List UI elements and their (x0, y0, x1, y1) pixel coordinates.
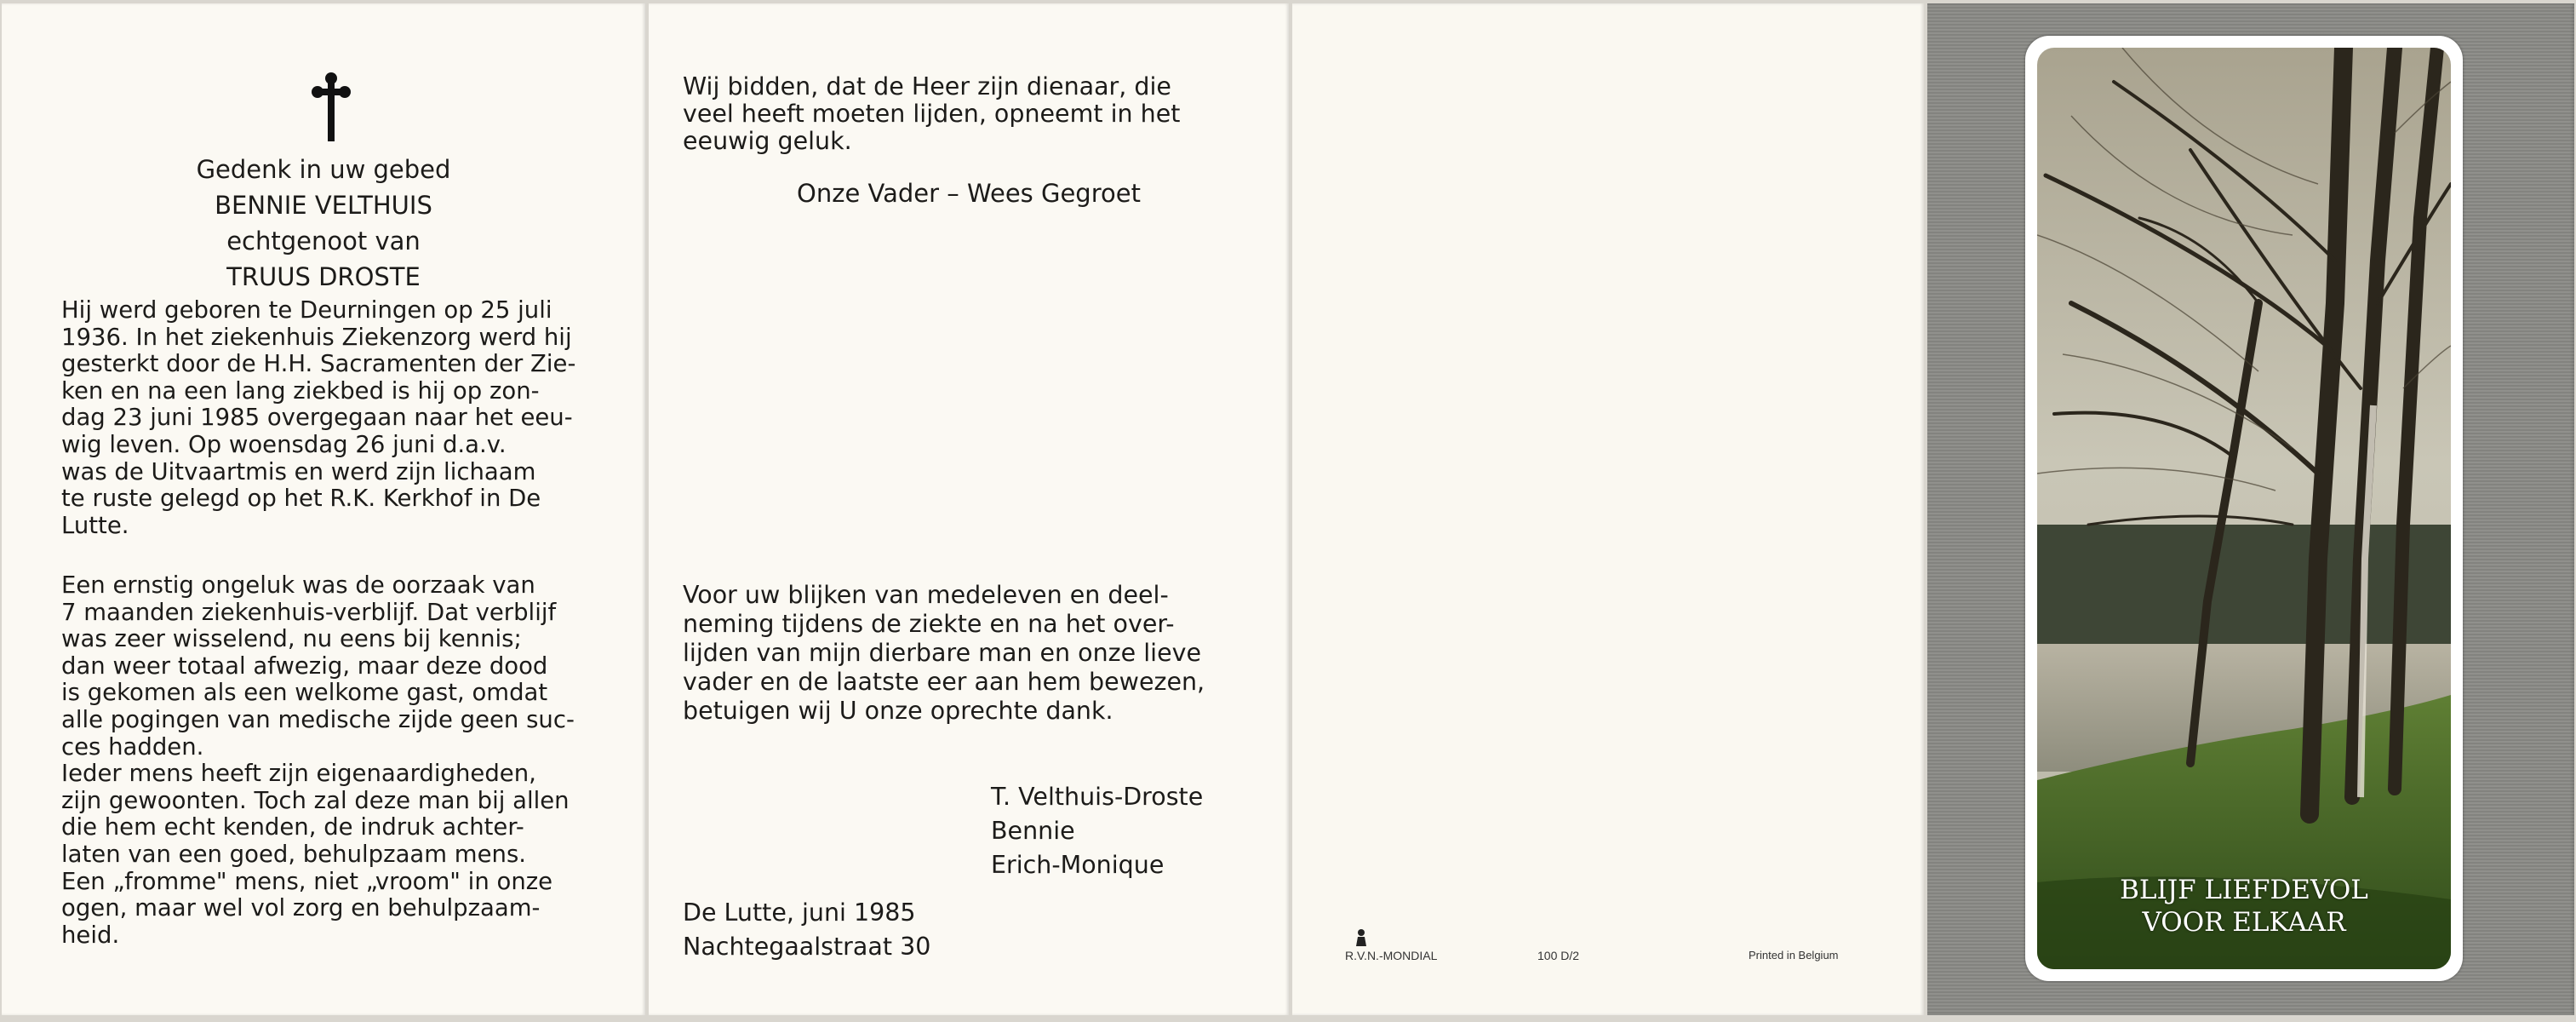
spouse-name: TRUUS DROSTE (226, 262, 421, 291)
text-line: neming tijdens de ziekte en na het over- (683, 610, 1175, 638)
intro-text: Gedenk in uw gebed (196, 155, 451, 184)
address-line: Nachtegaalstraat 30 (683, 933, 931, 961)
prayer-text (683, 73, 1226, 155)
text-line: wig leven. Op woensdag 26 juni d.a.v. (61, 430, 507, 458)
text-line: Ieder mens heeft zijn eigenaardigheden, (61, 760, 536, 788)
text-line: ken en na een lang ziekbed is hij op zon- (61, 376, 540, 405)
printer-logo-icon (1354, 928, 1369, 947)
printer-name: R.V.N.-MONDIAL (1345, 949, 1438, 962)
text-line: 1936. In het ziekenhuis Ziekenzorg werd hij (61, 323, 572, 351)
biography-paragraph (61, 297, 606, 539)
text-line: veel heeft moeten lijden, opneemt in het (683, 100, 1181, 128)
text-line: Voor uw blijken van medeleven en deel- (683, 581, 1169, 609)
text-line: alle pogingen van medische zijde geen suc- (61, 705, 575, 733)
card-panel-left (2, 3, 645, 1015)
text-line: betuigen wij U onze oprechte dank. (683, 697, 1113, 725)
text-line: te ruste gelegd op het R.K. Kerkhof in De (61, 485, 541, 513)
text-line: dan weer totaal afwezig, maar deze dood (61, 652, 548, 680)
signature-line: T. Velthuis-Droste (991, 783, 1204, 811)
memorial-paragraph (61, 572, 606, 949)
place-date-line: De Lutte, juni 1985 (683, 899, 916, 927)
card-panel-front (1927, 3, 2574, 1015)
signature-line: Erich-Monique (991, 851, 1165, 879)
text-line: ogen, maar wel vol zorg en behulpzaam- (61, 894, 541, 922)
text-line: is gekomen als een welkome gast, omdat (61, 679, 548, 707)
text-line: eeuwig geluk. (683, 127, 852, 155)
place-and-date (683, 896, 930, 964)
text-line: die hem echt kenden, de indruk achter- (61, 813, 524, 841)
signatures (991, 780, 1203, 882)
text-line: Lutte. (61, 511, 129, 539)
prayer-names: Onze Vader – Wees Gegroet (797, 179, 1141, 208)
text-line: was de Uitvaartmis en werd zijn lichaam (61, 457, 536, 485)
text-line: dag 23 juni 1985 overgegaan naar het eeu- (61, 404, 573, 432)
card-panel-middle (649, 3, 1289, 1015)
photo-frame (2025, 36, 2463, 981)
motto-line-1: BLIJF LIEFDEVOL (2120, 875, 2368, 905)
text-line: vader en de laatste eer aan hem bewezen, (683, 668, 1205, 696)
deceased-name: BENNIE VELTHUIS (215, 191, 432, 220)
text-line: zijn gewoonten. Toch zal deze man bij allen (61, 786, 570, 814)
cross-icon (310, 72, 352, 145)
text-line: heid. (61, 921, 120, 949)
text-line: Een „fromme" mens, niet „vroom" in onze (61, 867, 553, 895)
spouse-label: echtgenoot van (226, 227, 421, 256)
printed-in: Printed in Belgium (1749, 949, 1839, 962)
signature-line: Bennie (991, 817, 1075, 845)
text-line: Hij werd geboren te Deurningen op 25 juli (61, 296, 552, 324)
motto-line-2: VOOR ELKAAR (2142, 907, 2346, 938)
text-line: lijden van mijn dierbare man en onze lieve (683, 639, 1202, 667)
print-code: 100 D/2 (1537, 949, 1580, 962)
text-line: Wij bidden, dat de Heer zijn dienaar, die (683, 72, 1171, 100)
thanks-paragraph (683, 581, 1226, 726)
card-panel-back (1292, 3, 1924, 1015)
text-line: ces hadden. (61, 732, 204, 761)
text-line: 7 maanden ziekenhuis-verblijf. Dat verblijf (61, 598, 557, 626)
text-line: laten van een goed, behulpzaam mens. (61, 840, 527, 868)
landscape-photo (2037, 48, 2451, 969)
text-line: Een ernstig ongeluk was de oorzaak van (61, 571, 535, 599)
text-line: was zeer wisselend, nu eens bij kennis; (61, 625, 522, 653)
text-line: gesterkt door de H.H. Sacramenten der Zie- (61, 350, 576, 378)
